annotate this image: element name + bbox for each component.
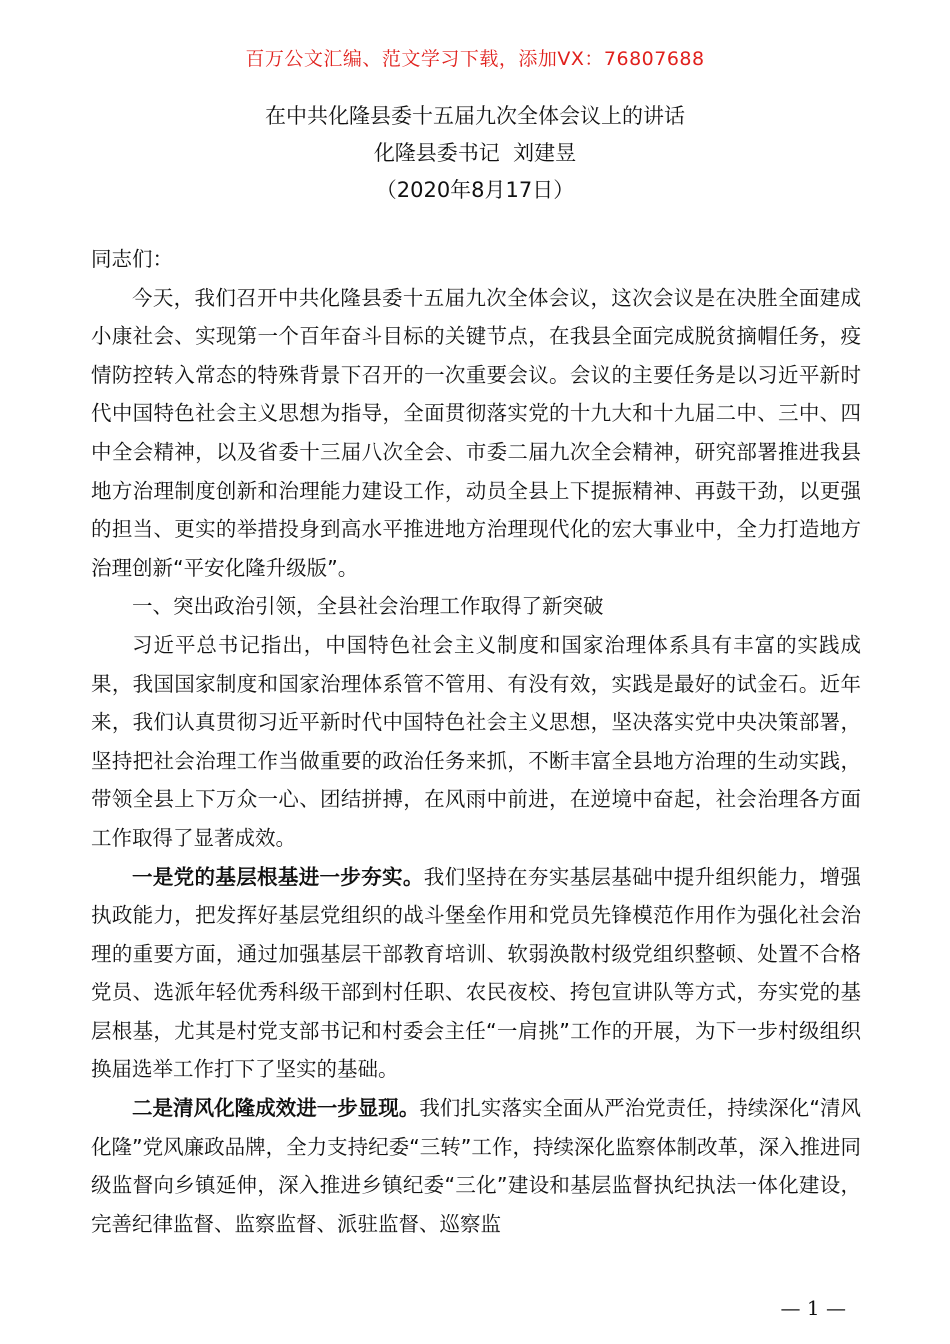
page-number: [0, 1296, 950, 1320]
speech-title: 在中共化隆县委十五届九次全体会议上的讲话: [265, 104, 685, 128]
page-number-text: — 1 —: [780, 1296, 846, 1320]
date-line: （2020年8月17日）: [375, 178, 575, 202]
paragraph-section-1: 习近平总书记指出，中国特色社会主义制度和国家治理体系具有丰富的实践成果，我国国家制度和国家治理体系管不管用、有没有效，实践是最好的试金石。近年来，我们认真贯彻习近平新时代中国特色社会主义思想，坚决落实党中央决策部署，坚持把社会治理工作当做重要的政治任务来抓，不断丰富全县地方治理的生动实践，带领全县上下万众一心、团结拼搏，在风雨中前进，在逆境中奋起，社会治理各方面工作取得了显著成效。: [91, 632, 861, 850]
salutation: 同志们：: [91, 247, 173, 271]
point-2-text: 我们扎实落实全面从严治党责任，持续深化“清风化隆”党风廉政品牌，全力支持纪委“三转”工作，持续深化监察体制改革，深入推进同级监督向乡镇延伸，深入推进乡镇纪委“三化”建设和基层监督执纪执法一体化建设，完善纪律监督、监察监督、派驻监督、巡察监: [91, 1096, 862, 1236]
section-heading-1: 一、突出政治引领，全县社会治理工作取得了新突破: [132, 594, 604, 619]
title-block: [0, 98, 950, 209]
point-1-text: 我们坚持在夯实基层基础中提升组织能力，增强执政能力，把发挥好基层党组织的战斗堡垒作用和党员先锋模范作用作为强化社会治理的重要方面，通过加强基层干部教育培训、软弱涣散村级党组织整顿、处置不合格党员、选派年轻优秀科级干部到村任职、农民夜校、挎包宣讲队等方式，夯实党的基层根基，尤其是村党支部书记和村委会主任“一肩挑”工作的开展，为下一步村级组织换届选举工作打下了坚实的基础。: [91, 864, 861, 1082]
speaker-line: 化隆县委书记 刘建昱: [373, 141, 577, 165]
watermark-banner: 百万公文汇编、范文学习下载，添加VX：76807688: [245, 48, 705, 70]
point-1-lead: 一是党的基层根基进一步夯实。: [132, 864, 424, 889]
paragraph-point-1: [91, 858, 861, 1090]
point-2-lead: 二是清风化隆成效进一步显现。: [132, 1096, 420, 1121]
paragraph-intro: 今天，我们召开中共化隆县委十五届九次全体会议，这次会议是在决胜全面建成小康社会、实现第一个百年奋斗目标的关键节点，在我县全面完成脱贫摘帽任务，疫情防控转入常态的特殊背景下召开的一次重要会议。会议的主要任务是以习近平新时代中国特色社会主义思想为指导，全面贯彻落实党的十九大和十九届二中、三中、四中全会精神，以及省委十三届八次全会、市委二届九次全会精神，研究部署推进我县地方治理制度创新和治理能力建设工作，动员全县上下提振精神、再鼓干劲，以更强的担当、更实的举措投身到高水平推进地方治理现代化的宏大事业中，全力打造地方治理创新“平安化隆升级版”。: [91, 285, 861, 580]
paragraph-point-2: [91, 1089, 861, 1243]
document-body: [91, 240, 861, 1243]
